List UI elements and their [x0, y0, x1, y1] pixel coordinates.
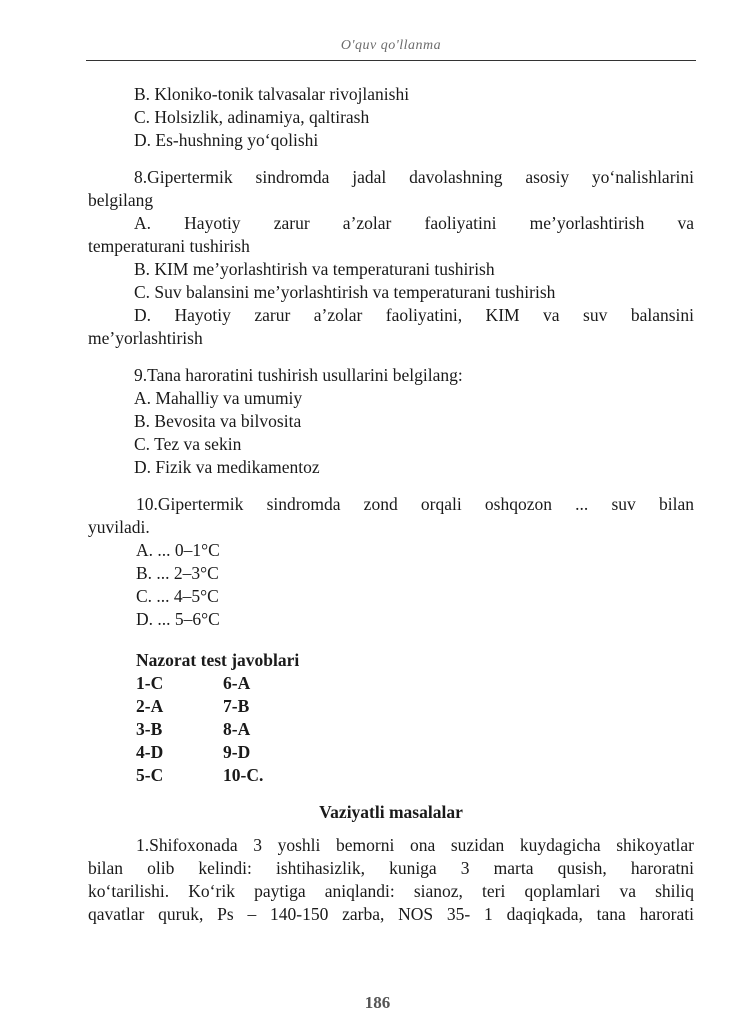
q7-option-d: D. Es-hushning yo‘qolishi	[134, 130, 319, 150]
section-title: Vaziyatli masalalar	[319, 802, 463, 822]
answer-key-title: Nazorat test javoblari	[136, 650, 300, 670]
case1-line2: bilan olib kelindi: ishtihasizlik, kuniga 3 marta qusish, haroratni	[88, 858, 694, 878]
answer-key-table	[136, 672, 263, 787]
q8-stem-line2: belgilang	[88, 190, 154, 210]
table-row	[136, 718, 263, 741]
answer-cell: 10-C.	[223, 765, 264, 785]
answer-cell: 6-A	[223, 673, 251, 693]
answer-cell: 8-A	[223, 719, 251, 739]
answer-cell: 9-D	[223, 742, 251, 762]
table-row	[136, 741, 263, 764]
case1-line1: 1.Shifoxonada 3 yoshli bemorni ona suzidan kuydagicha shikoyatlar	[136, 835, 694, 855]
q7-option-b: B. Kloniko-tonik talvasalar rivojlanishi	[134, 84, 410, 104]
q7-option-c: C. Holsizlik, adinamiya, qaltirash	[134, 107, 370, 127]
page-body	[88, 83, 694, 926]
q8-option-a-line2: temperaturani tushirish	[88, 236, 250, 256]
q8-stem-line1: 8.Gipertermik sindromda jadal davolashning asosiy yo‘nalishlarini	[134, 167, 694, 187]
q8-option-a-line1: A. Hayotiy zarur a’zolar faoliyatini me’yorlashtirish va	[134, 213, 694, 233]
q9-option-d: D. Fizik va medikamentoz	[134, 457, 320, 477]
table-row	[136, 764, 263, 787]
answer-cell: 1-C	[136, 673, 164, 693]
q10-stem-line2: yuviladi.	[88, 517, 150, 537]
answer-cell: 3-B	[136, 719, 163, 739]
case1-line3: ko‘tarilishi. Ko‘rik paytiga aniqlandi: sianoz, teri qoplamlari va shiliq	[88, 881, 694, 901]
q8-option-c: C. Suv balansini me’yorlashtirish va temperaturani tushirish	[134, 282, 556, 302]
q9-option-b: B. Bevosita va bilvosita	[134, 411, 302, 431]
q10-stem-line1: 10.Gipertermik sindromda zond orqali oshqozon ... suv bilan	[136, 494, 694, 514]
q10-option-d: D. ... 5–6°C	[136, 609, 220, 629]
table-row	[136, 695, 263, 718]
running-header: O'quv qo'llanma	[340, 38, 442, 53]
q8-option-d-line2: me’yorlashtirish	[88, 328, 203, 348]
q10-option-c: C. ... 4–5°C	[136, 586, 219, 606]
header-rule	[86, 60, 696, 61]
answer-cell: 2-A	[136, 696, 164, 716]
q9-stem: 9.Tana haroratini tushirish usullarini belgilang:	[134, 365, 463, 385]
answer-cell: 5-C	[136, 765, 164, 785]
q9-option-a: A. Mahalliy va umumiy	[134, 388, 303, 408]
q9-option-c: C. Tez va sekin	[134, 434, 242, 454]
q8-option-b: B. KIM me’yorlashtirish va temperaturani tushirish	[134, 259, 495, 279]
case1-line4: qavatlar quruk, Ps – 140-150 zarba, NOS 35- 1 daqiqkada, tana harorati	[88, 904, 694, 924]
answer-cell: 7-B	[223, 696, 250, 716]
answer-cell: 4-D	[136, 742, 164, 762]
table-row	[136, 672, 263, 695]
page-number: 186	[364, 993, 391, 1012]
q10-option-a: A. ... 0–1°C	[136, 540, 220, 560]
q8-option-d-line1: D. Hayotiy zarur a’zolar faoliyatini, KIM va suv balansini	[134, 305, 694, 325]
q10-option-b: B. ... 2–3°C	[136, 563, 219, 583]
